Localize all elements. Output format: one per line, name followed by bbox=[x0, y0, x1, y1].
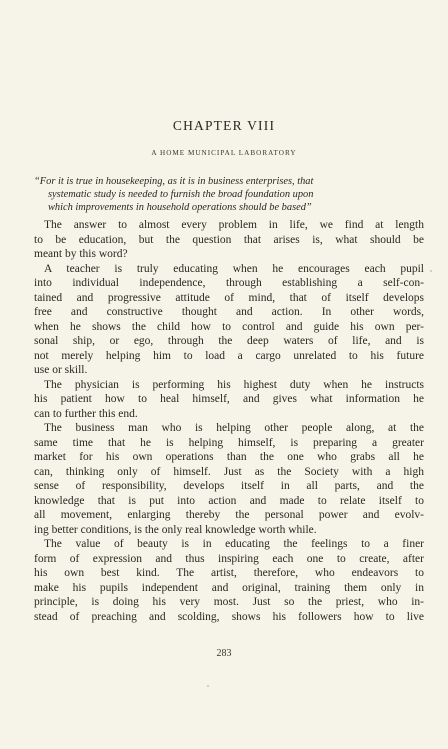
paper-speck bbox=[207, 685, 209, 687]
text-line: his own best kind. The artist, therefore, who endeavors to bbox=[34, 567, 424, 579]
text-line: sense of responsibility, develops itself in all parts, and the bbox=[34, 480, 424, 492]
text-line: into individual independence, through establishing a self-con- bbox=[34, 277, 424, 289]
text-line: can to further this end. bbox=[34, 407, 138, 420]
chapter-title: CHAPTER VIII bbox=[172, 118, 276, 133]
text-line: market for his own operations than the one who grabs all he bbox=[34, 451, 424, 463]
text-line: The business man who is helping other people along, at the bbox=[44, 422, 424, 434]
text-line: ing better conditions, is the only real knowledge worth while. bbox=[34, 523, 317, 536]
text-line: same time that he is helping himself, is preparing a greater bbox=[34, 436, 424, 449]
text-line: sonal ship, or ego, through the deep waters of life, and is bbox=[34, 335, 424, 347]
text-line: form of expression and thus inspiring each one to create, after bbox=[34, 552, 424, 565]
text-line: knowledge that is put into action and made to relate itself to bbox=[34, 494, 424, 507]
text-line: make his pupils independent and original, training them only in bbox=[34, 581, 424, 594]
epigraph-line: which improvements in household operations should be based” bbox=[48, 201, 312, 213]
paper-speck bbox=[430, 270, 432, 272]
text-line: principle, is doing his very most. Just so the priest, who in- bbox=[34, 596, 424, 608]
epigraph-line: “For it is true in housekeeping, as it is in business enterprises, that bbox=[34, 176, 314, 187]
text-line: The answer to almost every problem in life, we find at length bbox=[44, 219, 424, 231]
text-line: all movement, enlarging thereby the personal power and evolv- bbox=[34, 509, 424, 521]
text-line: tained and progressive attitude of mind, that of itself develops bbox=[34, 291, 424, 304]
text-line: stead of preaching and scolding, shows his followers how to live bbox=[34, 610, 424, 623]
epigraph bbox=[34, 176, 422, 214]
text-line: A teacher is truly educating when he encourages each pupil bbox=[44, 262, 424, 275]
text-line: his patient how to heal himself, and gives what information he bbox=[34, 393, 424, 405]
text-line: not merely helping him to load a cargo unrelated to his future bbox=[34, 349, 424, 362]
text-line: can, thinking only of himself. Just as the Society with a high bbox=[34, 465, 424, 478]
text-line: when he shows the child how to control and guide his own per- bbox=[34, 320, 424, 333]
text-line: free and constructive thought and action. In other words, bbox=[34, 306, 424, 318]
body-text bbox=[34, 218, 424, 624]
epigraph-line: systematic study is needed to furnish the broad foundation upon bbox=[48, 188, 314, 200]
text-line: meant by this word? bbox=[34, 248, 128, 260]
text-line: The value of beauty is in educating the feelings to a finer bbox=[44, 538, 424, 550]
page-number: 283 bbox=[216, 648, 232, 659]
chapter-subtitle: A HOME MUNICIPAL LABORATORY bbox=[151, 149, 297, 157]
text-line: use or skill. bbox=[34, 364, 88, 376]
text-line: to be education, but the question that arises is, what should be bbox=[34, 233, 424, 246]
text-line: The physician is performing his highest duty when he instructs bbox=[44, 378, 424, 391]
